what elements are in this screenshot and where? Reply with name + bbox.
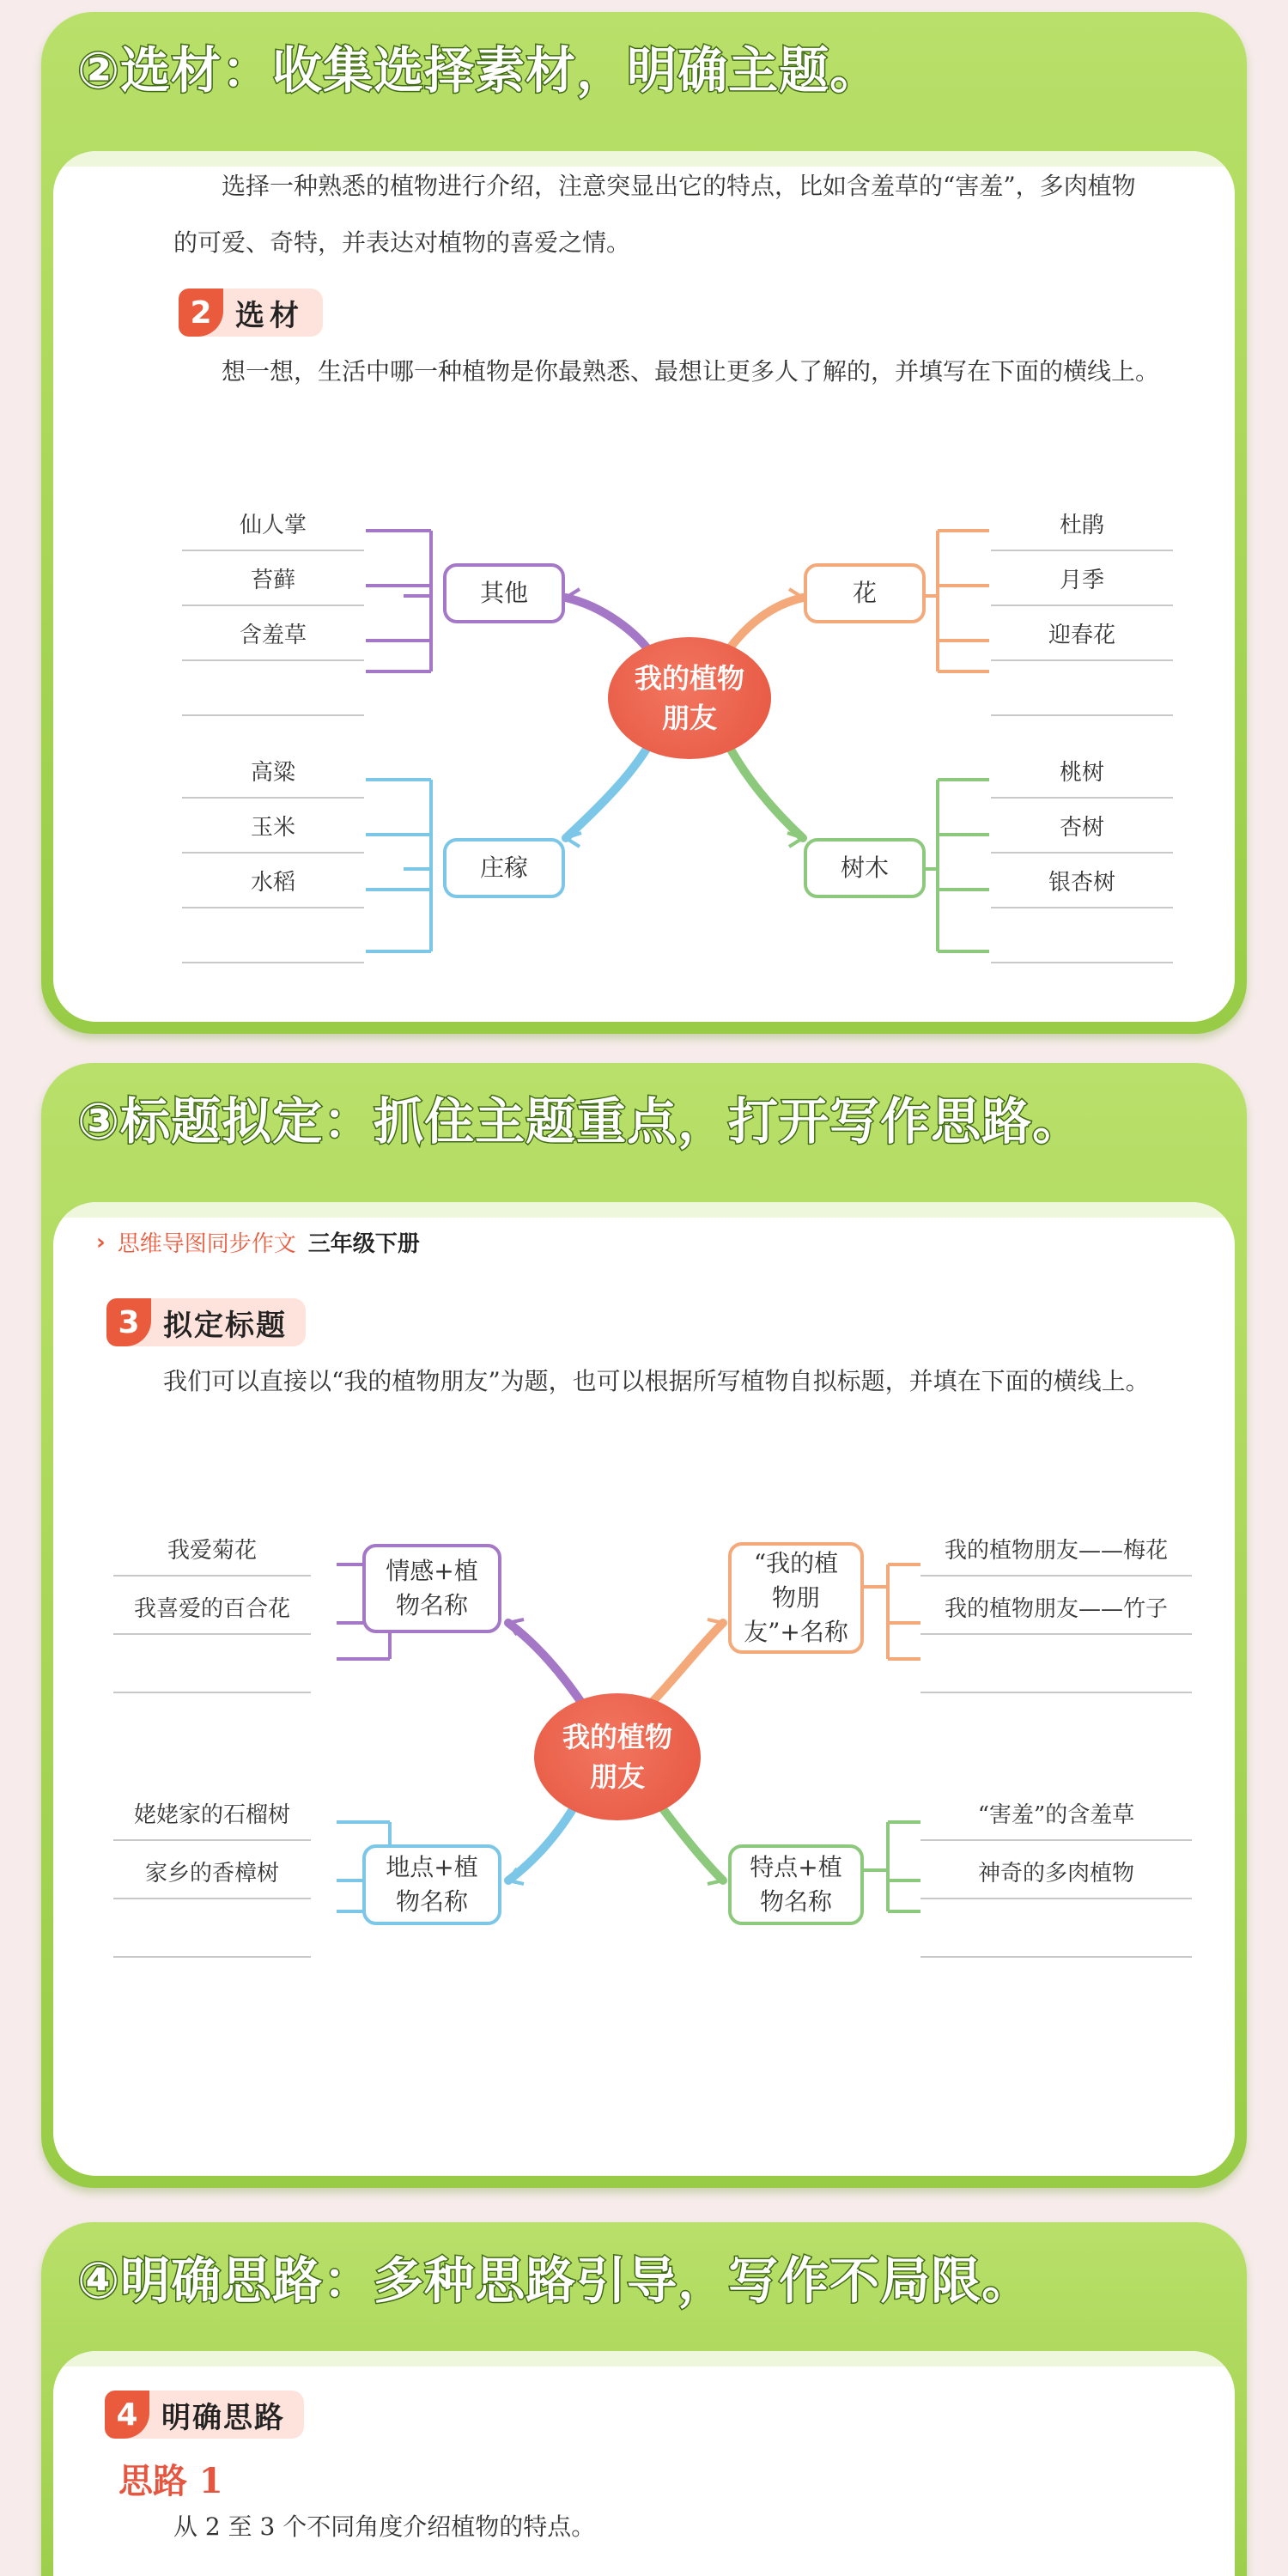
- section-title: [41, 1063, 1247, 2188]
- mindmap-center: 我的植物朋友: [534, 1693, 701, 1820]
- section-heading: ③标题拟定：抓住主题重点，打开写作思路。: [77, 1092, 1084, 1151]
- idea-text: 从 2 至 3 个不同角度介绍植物的特点。: [173, 2512, 596, 2541]
- list-item: 高粱: [182, 744, 364, 799]
- list-item: “害羞”的含羞草: [920, 1786, 1192, 1841]
- step-tag: [105, 2391, 304, 2439]
- list-item: 神奇的多肉植物: [920, 1844, 1192, 1899]
- blank-line[interactable]: [991, 908, 1173, 963]
- blank-line[interactable]: [991, 661, 1173, 716]
- intro-text: 选择一种熟悉的植物进行介绍，注意突显出它的特点，比如含羞草的“害羞”，多肉植物的可爱、奇特，并表达对植物的喜爱之情。: [173, 172, 1136, 257]
- category-box-trees: 树木: [804, 838, 926, 898]
- list-item: 迎春花: [991, 606, 1173, 661]
- list-item: 姥姥家的石榴树: [113, 1786, 311, 1841]
- title-type-box: 情感+植物名称: [362, 1544, 501, 1633]
- list-item: 水稻: [182, 854, 364, 908]
- list-item: 月季: [991, 551, 1173, 606]
- blank-line[interactable]: [182, 661, 364, 716]
- mindmap-center: 我的植物朋友: [608, 637, 771, 759]
- content-card: [53, 1202, 1235, 2176]
- list-item: 家乡的香樟树: [113, 1844, 311, 1899]
- book-grade: 三年级下册: [307, 1231, 420, 1257]
- content-card: [53, 151, 1235, 1022]
- blank-line[interactable]: [920, 1903, 1192, 1958]
- blank-line[interactable]: [182, 908, 364, 963]
- list-item: 苔藓: [182, 551, 364, 606]
- blank-line[interactable]: [113, 1903, 311, 1958]
- step-label: 明确思路: [161, 2400, 285, 2435]
- section-selection: [41, 12, 1247, 1034]
- step-number: 4: [105, 2391, 149, 2439]
- list-item: 我的植物朋友——梅花: [920, 1522, 1192, 1577]
- book-series: 思维导图同步作文: [117, 1231, 296, 1257]
- title-type-box: 特点+植物名称: [728, 1844, 864, 1925]
- section-heading: ②选材：收集选择素材，明确主题。: [77, 41, 881, 100]
- section-heading: ④明确思路：多种思路引导，写作不局限。: [77, 2251, 1033, 2310]
- list-item: 含羞草: [182, 606, 364, 661]
- step-label: 选材: [235, 298, 304, 333]
- list-item: 我的植物朋友——竹子: [920, 1580, 1192, 1635]
- title-type-box: “我的植物朋友”+名称: [728, 1542, 864, 1654]
- list-item: 我爱菊花: [113, 1522, 311, 1577]
- blank-line[interactable]: [113, 1638, 311, 1693]
- title-type-box: 地点+植物名称: [362, 1844, 501, 1925]
- blank-line[interactable]: [920, 1638, 1192, 1693]
- section-approach: [41, 2222, 1247, 2576]
- prompt-text: 想一想，生活中哪一种植物是你最熟悉、最想让更多人了解的，并填写在下面的横线上。: [222, 357, 1160, 386]
- content-card: [53, 2351, 1235, 2576]
- idea-title: 思路 1: [118, 2461, 223, 2501]
- step-number: 2: [179, 289, 223, 337]
- list-item: 银杏树: [991, 854, 1173, 908]
- chevron-right-icon: ›: [96, 1229, 106, 1255]
- list-item: 玉米: [182, 799, 364, 854]
- list-item: 我喜爱的百合花: [113, 1580, 311, 1635]
- step-label: 拟定标题: [163, 1308, 287, 1343]
- category-box-flowers: 花: [804, 563, 926, 623]
- list-item: 桃树: [991, 744, 1173, 799]
- list-item: 仙人掌: [182, 496, 364, 551]
- step-number: 3: [106, 1298, 151, 1346]
- prompt-text: 我们可以直接以“我的植物朋友”为题，也可以根据所写植物自拟标题，并填在下面的横线上。: [163, 1367, 1150, 1395]
- list-item: 杜鹃: [991, 496, 1173, 551]
- list-item: 杏树: [991, 799, 1173, 854]
- category-box-other: 其他: [443, 563, 565, 623]
- category-box-crops: 庄稼: [443, 838, 565, 898]
